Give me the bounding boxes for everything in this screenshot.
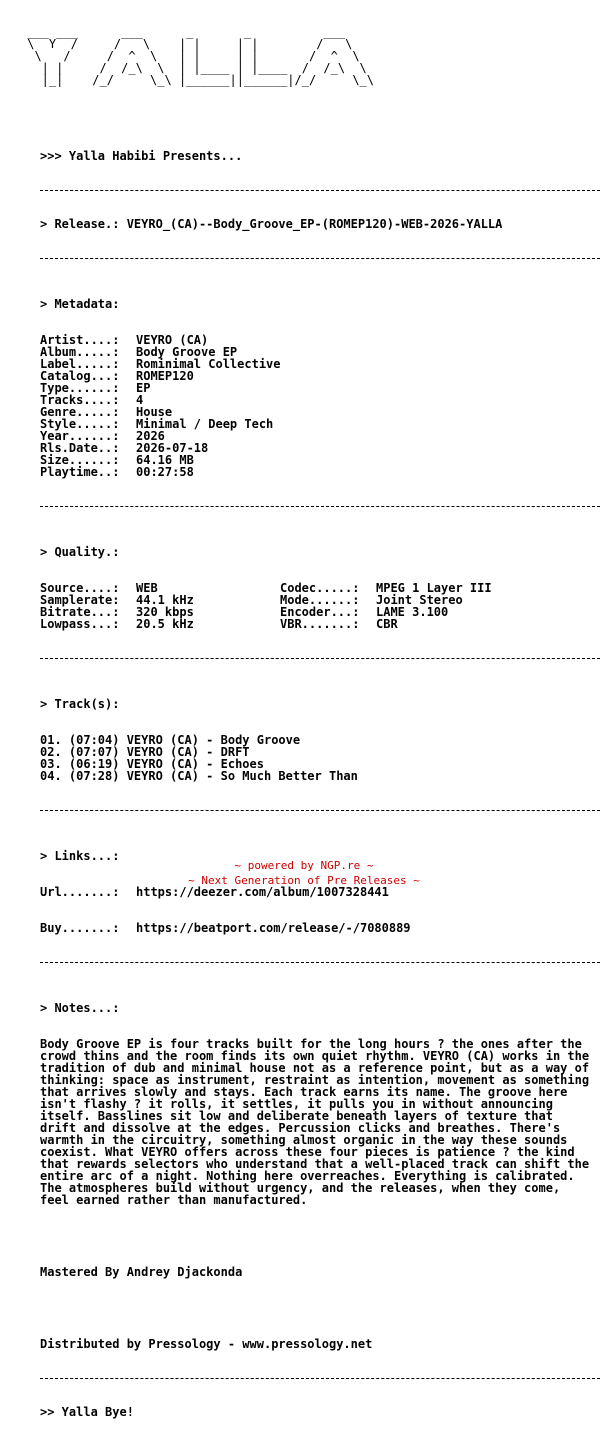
intro-line: >>> Yalla Habibi Presents... bbox=[40, 149, 243, 163]
metadata-value: 4 bbox=[136, 393, 144, 407]
metadata-key: Rls.Date..: bbox=[40, 441, 120, 455]
quality-value: Joint Stereo bbox=[376, 593, 463, 607]
quality-key: Mode......: bbox=[280, 593, 360, 607]
links-header: > Links...: bbox=[40, 849, 120, 863]
metadata-header: > Metadata: bbox=[40, 297, 120, 311]
metadata-row bbox=[40, 382, 600, 394]
quality-key: Encoder...: bbox=[280, 605, 360, 619]
metadata-key: Type......: bbox=[40, 381, 120, 395]
divider bbox=[40, 1378, 600, 1379]
metadata-row bbox=[40, 358, 600, 370]
url-link[interactable]: https://deezer.com/album/1007328441 bbox=[136, 885, 389, 899]
metadata-row bbox=[40, 394, 600, 406]
quality-section bbox=[40, 582, 600, 630]
outro-line: >> Yalla Bye! bbox=[40, 1405, 134, 1419]
track-item: 04. (07:28) VEYRO (CA) - So Much Better Than bbox=[40, 769, 358, 783]
release-line: > Release.: VEYRO_(CA)--Body_Groove_EP-(ROMEP120)-WEB-2026-YALLA bbox=[40, 217, 503, 231]
metadata-row bbox=[40, 370, 600, 382]
quality-value: 20.5 kHz bbox=[136, 617, 194, 631]
metadata-value: ROMEP120 bbox=[136, 369, 194, 383]
metadata-row bbox=[40, 430, 600, 442]
divider bbox=[40, 658, 600, 659]
metadata-key: Catalog...: bbox=[40, 369, 120, 383]
metadata-row bbox=[40, 346, 600, 358]
metadata-key: Tracks....: bbox=[40, 393, 120, 407]
quality-value: WEB bbox=[136, 581, 158, 595]
track-item: 03. (06:19) VEYRO (CA) - Echoes bbox=[40, 757, 264, 771]
metadata-value: 2026-07-18 bbox=[136, 441, 209, 455]
track-item: 01. (07:04) VEYRO (CA) - Body Groove bbox=[40, 733, 301, 747]
metadata-key: Artist....: bbox=[40, 333, 120, 347]
quality-row bbox=[40, 618, 600, 630]
metadata-key: Label.....: bbox=[40, 357, 120, 371]
quality-key: VBR.......: bbox=[280, 617, 360, 631]
metadata-value: Body Groove EP bbox=[136, 345, 238, 359]
divider bbox=[40, 258, 600, 259]
tracks-header: > Track(s): bbox=[40, 697, 120, 711]
metadata-value: EP bbox=[136, 381, 151, 395]
metadata-value: 00:27:58 bbox=[136, 465, 194, 479]
metadata-row bbox=[40, 442, 600, 454]
yalla-ascii-logo: ___ ___ ___ _ _ ___ \ Y / / \ | | | | / \ \ / / ^ \ | | | | / ^ \ | | / /_\ \ | |____ | |____ / /_\ \ |_| /_/ \_\ |______||______|/_/ \_\ bbox=[27, 25, 375, 87]
metadata-row bbox=[40, 466, 600, 478]
quality-key: Codec.....: bbox=[280, 581, 360, 595]
nfo-body bbox=[40, 126, 600, 1430]
metadata-value: VEYRO (CA) bbox=[136, 333, 209, 347]
tracklist bbox=[40, 734, 600, 782]
metadata-value: Minimal / Deep Tech bbox=[136, 417, 274, 431]
quality-key: Samplerate: bbox=[40, 593, 120, 607]
distributed-line: Distributed by Pressology - www.pressology.net bbox=[40, 1337, 373, 1351]
metadata-key: Album.....: bbox=[40, 345, 120, 359]
metadata-row bbox=[40, 334, 600, 346]
notes-text: Body Groove EP is four tracks built for the long hours ? the ones after the crowd thins and the room finds its own quiet rhythm. VEYRO (CA) works in the tradition of dub and minimal house not as a reference point, but as a way of thinking: space as instrument, restraint as intention, movement as something that arrives slowly and stays. Each track earns its name. The groove here isn't flashy ? it rolls, it settles, it pulls you in without announcing itself. Basslines sit low and deliberate beneath layers of texture that drift and dissolve at the edges. Percussion clicks and breathes. There's warmth in the circuitry, something almost organic in the way these sounds coexist. What VEYRO offers across these four pieces is patience ? the kind that rewards selectors who understand that a well-placed track can shift the entire arc of a night. Nothing here overreaches. Everything is calibrated. The atmospheres build without urgency, and the releases, when they come, feel earned rather than manufactured. bbox=[40, 1037, 590, 1207]
divider bbox=[40, 190, 600, 191]
metadata-key: Playtime..: bbox=[40, 465, 120, 479]
buy-row bbox=[40, 922, 600, 934]
url-label: Url.......: bbox=[40, 885, 120, 899]
metadata-row bbox=[40, 406, 600, 418]
buy-label: Buy.......: bbox=[40, 921, 120, 935]
quality-value: CBR bbox=[376, 617, 398, 631]
metadata-key: Size......: bbox=[40, 453, 120, 467]
track-item: 02. (07:07) VEYRO (CA) - DRFT bbox=[40, 745, 250, 759]
notes-header: > Notes...: bbox=[40, 1001, 120, 1015]
quality-value: MPEG 1 Layer III bbox=[376, 581, 492, 595]
mastered-line: Mastered By Andrey Djackonda bbox=[40, 1265, 243, 1279]
divider bbox=[40, 506, 600, 507]
quality-key: Lowpass...: bbox=[40, 617, 120, 631]
metadata-key: Style.....: bbox=[40, 417, 120, 431]
quality-key: Bitrate...: bbox=[40, 605, 120, 619]
divider bbox=[40, 962, 600, 963]
metadata-value: Rominimal Collective bbox=[136, 357, 281, 371]
footer-powered-by: ~ powered by NGP.re ~ bbox=[234, 859, 374, 872]
quality-header: > Quality.: bbox=[40, 545, 120, 559]
buy-link[interactable]: https://beatport.com/release/-/7080889 bbox=[136, 921, 411, 935]
quality-value: 44.1 kHz bbox=[136, 593, 194, 607]
metadata-section bbox=[40, 334, 600, 478]
divider bbox=[40, 810, 600, 811]
metadata-value: 2026 bbox=[136, 429, 165, 443]
metadata-row bbox=[40, 418, 600, 430]
metadata-value: House bbox=[136, 405, 173, 419]
metadata-value: 64.16 MB bbox=[136, 453, 194, 467]
quality-value: LAME 3.100 bbox=[376, 605, 449, 619]
metadata-key: Genre.....: bbox=[40, 405, 120, 419]
metadata-row bbox=[40, 454, 600, 466]
metadata-key: Year......: bbox=[40, 429, 120, 443]
footer-tagline: ~ Next Generation of Pre Releases ~ bbox=[188, 874, 420, 887]
quality-key: Source....: bbox=[40, 581, 120, 595]
quality-value: 320 kbps bbox=[136, 605, 194, 619]
